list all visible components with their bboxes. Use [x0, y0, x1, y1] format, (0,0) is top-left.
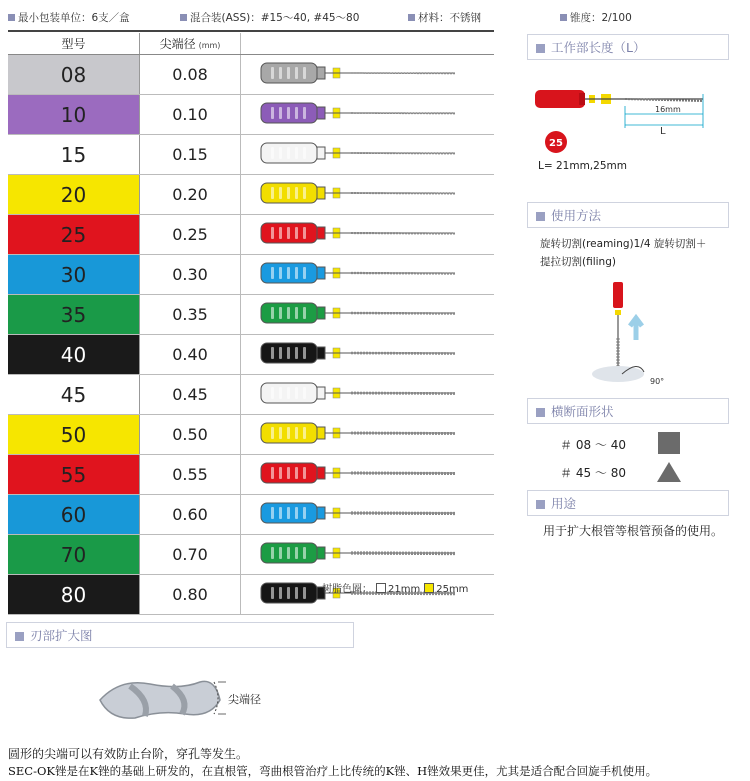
taper-info: 锥度：2/100: [560, 10, 632, 25]
table-header-row: [8, 33, 494, 55]
file-image-cell: [241, 135, 495, 175]
tip-diameter-cell: 0.50: [140, 415, 241, 455]
size-number-cell: 25: [8, 215, 140, 255]
legend-swatch-21: [376, 583, 386, 593]
tip-diameter-cell: 0.40: [140, 335, 241, 375]
tip-diameter-cell: 0.10: [140, 95, 241, 135]
cross-row-2: ＃ 45 ～ 80: [560, 466, 626, 480]
size-number-cell: 40: [8, 335, 140, 375]
file-icon: [241, 455, 494, 490]
file-image-cell: [241, 455, 495, 495]
tip-diameter-cell: 0.70: [140, 535, 241, 575]
table-row: [8, 495, 494, 535]
file-icon: [241, 135, 494, 170]
table-row: [8, 415, 494, 455]
file-icon: [241, 55, 494, 90]
size-number-cell: 60: [8, 495, 140, 535]
ring-color-legend: 树脂色圈： 21mm 25mm: [322, 584, 469, 595]
tip-diameter-cell: 0.25: [140, 215, 241, 255]
table-row: [8, 375, 494, 415]
size-number-cell: 80: [8, 575, 140, 615]
size-number-cell: 45: [8, 375, 140, 415]
tip-diameter-cell: 0.30: [140, 255, 241, 295]
size-number-cell: 55: [8, 455, 140, 495]
size-number-cell: 10: [8, 95, 140, 135]
tip-diameter-cell: 0.20: [140, 175, 241, 215]
working-length-diagram: [527, 80, 727, 160]
tip-diameter-cell: 0.45: [140, 375, 241, 415]
usage-line-2: 提拉切割(filing): [540, 256, 616, 268]
file-icon: [241, 95, 494, 130]
svg-text:90°: 90°: [650, 377, 665, 386]
section-blade-enlarged: 刃部扩大图: [6, 622, 354, 648]
table-row: [8, 455, 494, 495]
size-number-cell: 30: [8, 255, 140, 295]
size-number-cell: 50: [8, 415, 140, 455]
file-image-cell: [241, 335, 495, 375]
table-row: [8, 535, 494, 575]
tip-diameter-cell: 0.15: [140, 135, 241, 175]
header-image: [241, 33, 495, 55]
section-purpose: 用途: [527, 490, 729, 516]
table-row: [8, 95, 494, 135]
usage-diagram: [588, 278, 688, 394]
file-image-cell: [241, 415, 495, 455]
section-cross-section: 横断面形状: [527, 398, 729, 424]
file-icon: [241, 335, 494, 370]
header-tip: 尖端径 (mm): [140, 33, 241, 55]
file-icon: [241, 175, 494, 210]
size-number-cell: 35: [8, 295, 140, 335]
up-arrow-icon: [630, 318, 642, 340]
dim-L: L: [660, 126, 666, 137]
file-icon: [241, 415, 494, 450]
file-image-cell: [241, 215, 495, 255]
file-image-cell: [241, 95, 495, 135]
size-number-cell: 08: [8, 55, 140, 95]
file-icon: [241, 295, 494, 330]
purpose-text: 用于扩大根管等根管预备的使用。: [543, 524, 724, 538]
file-image-cell: [241, 495, 495, 535]
tip-diameter-cell: 0.55: [140, 455, 241, 495]
file-icon: [241, 535, 494, 570]
tip-diameter-cell: 0.35: [140, 295, 241, 335]
legend-swatch-25: [424, 583, 434, 593]
size-table: [8, 33, 494, 615]
table-row: [8, 255, 494, 295]
cross-row-1: ＃ 08 ～ 40: [560, 438, 626, 452]
assorted-info: 混合装(ASS)：#15～40, #45～80: [180, 10, 359, 25]
table-row: [8, 215, 494, 255]
file-image-cell: [241, 535, 495, 575]
file-icon: [241, 495, 494, 530]
file-handle-vertical: [613, 282, 623, 308]
file-icon: [241, 255, 494, 290]
file-icon: [241, 375, 494, 410]
tip-diameter-cell: 0.80: [140, 575, 241, 615]
table-row: [8, 295, 494, 335]
tip-diameter-label: 尖端径: [228, 693, 261, 706]
size-number-cell: 70: [8, 535, 140, 575]
table-row: [8, 335, 494, 375]
file-icon: [241, 215, 494, 250]
svg-text:25: 25: [549, 138, 563, 149]
material-info: 材料：不锈钢: [408, 10, 481, 25]
file-image-cell: [241, 295, 495, 335]
square-shape-icon: [658, 432, 680, 454]
file-image-cell: [241, 255, 495, 295]
dim-16mm: 16mm: [655, 105, 681, 114]
bottom-text-2: SEC-OK锉是在K锉的基础上研发的，在直根管，弯曲根管治疗上比传统的K锉、H锉效果更佳，尤其是适合配合回旋手机使用。: [8, 764, 658, 778]
table-row: [8, 175, 494, 215]
tip-diameter-cell: 0.60: [140, 495, 241, 535]
blade-body: [100, 681, 220, 718]
file-image-cell: [241, 55, 495, 95]
table-row: [8, 135, 494, 175]
header-rule: [8, 30, 494, 32]
size-number-cell: 15: [8, 135, 140, 175]
bottom-text-1: 圆形的尖端可以有效防止台阶，穿孔等发生。: [8, 747, 249, 761]
file-handle: [535, 90, 585, 108]
header-size: 型号: [8, 33, 140, 55]
file-image-cell: [241, 375, 495, 415]
table-row: [8, 55, 494, 95]
size-number-cell: 20: [8, 175, 140, 215]
file-image-cell: [241, 175, 495, 215]
section-working-length: 工作部长度（L）: [527, 34, 729, 60]
tip-diameter-cell: 0.08: [140, 55, 241, 95]
triangle-shape-icon: [656, 461, 682, 483]
section-usage: 使用方法: [527, 202, 729, 228]
length-note: L= 21mm,25mm: [538, 160, 627, 172]
usage-line-1: 旋转切割(reaming)1/4 旋转切割＋: [540, 238, 707, 250]
package-unit: 最小包装单位：6支／盒: [8, 10, 130, 25]
blade-enlarged-diagram: [90, 670, 290, 730]
